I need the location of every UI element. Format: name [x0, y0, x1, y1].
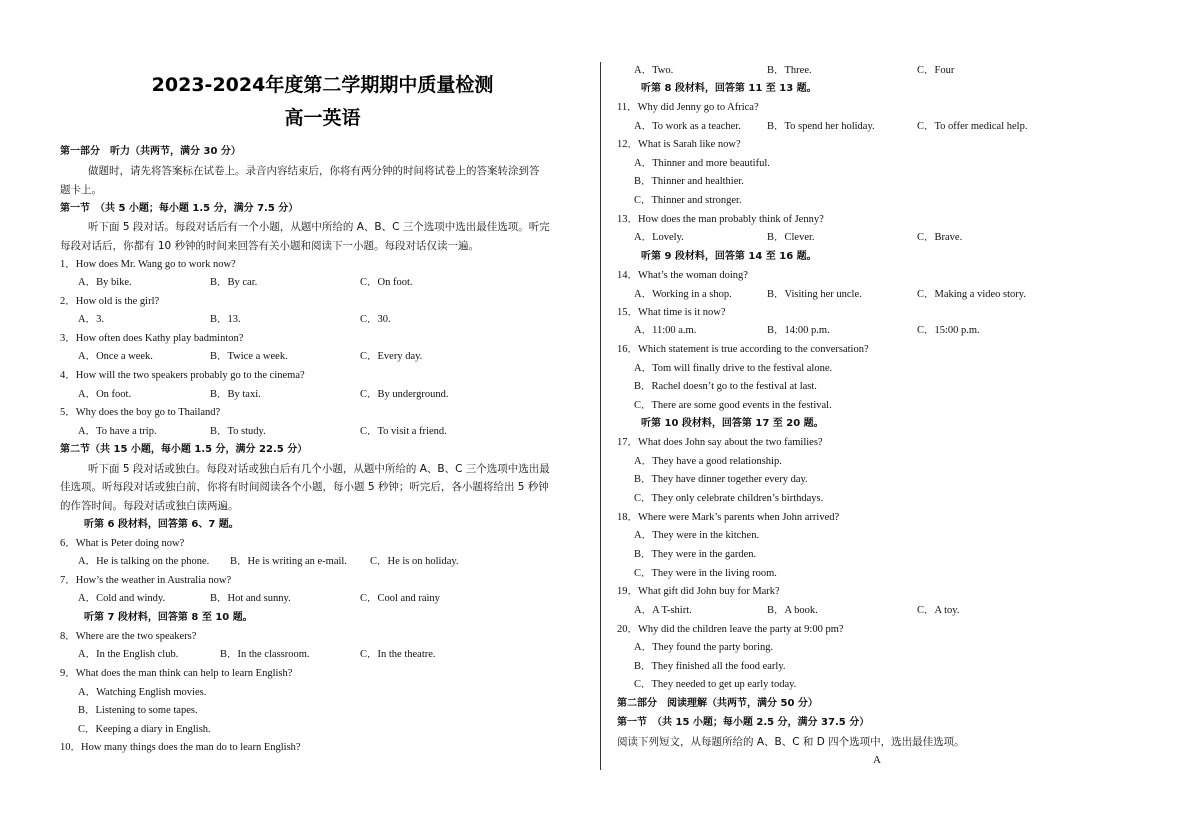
option-b: B．They finished all the food early.	[634, 661, 786, 672]
option-a: A．11:00 a.m.	[634, 325, 697, 336]
material-heading: 听第 8 段材料，回答第 11 至 13 题。	[641, 83, 817, 94]
option-a: A．Once a week.	[78, 351, 153, 362]
option-b: B．By car.	[210, 277, 258, 288]
option-c: C．They needed to get up early today.	[634, 679, 797, 690]
option-c: C．There are some good events in the festival.	[634, 400, 832, 411]
option-c: C．Thinner and stronger.	[634, 195, 742, 206]
option-c: C．In the theatre.	[360, 649, 436, 660]
option-a: A．They have a good relationship.	[634, 456, 782, 467]
option-b: B．Three.	[767, 65, 812, 76]
option-c: C．Four	[917, 65, 955, 76]
exam-title: 2023-2024年度第二学期期中质量检测	[151, 74, 494, 96]
question-stem: 11．Why did Jenny go to Africa?	[617, 102, 759, 113]
question-stem: 4．How will the two speakers probably go to the cinema?	[60, 370, 305, 381]
option-b: B．He is writing an e-mail.	[230, 556, 347, 567]
option-b: B．Visiting her uncle.	[767, 289, 862, 300]
question-stem: 15．What time is it now?	[617, 307, 726, 318]
option-a: A．In the English club.	[78, 649, 179, 660]
question-stem: 17．What does John say about the two families?	[617, 437, 823, 448]
option-b: B．Rachel doesn’t go to the festival at last.	[634, 381, 817, 392]
option-a: A．3.	[78, 314, 104, 325]
part1-heading: 第一部分 听力（共两节，满分 30 分）	[60, 146, 241, 157]
option-a: A．Two.	[634, 65, 674, 76]
part1-intro-line2: 题卡上。	[60, 184, 102, 196]
question-stem: 7．How’s the weather in Australia now?	[60, 575, 232, 586]
option-c: C．To visit a friend.	[360, 426, 447, 437]
option-c: C．They were in the living room.	[634, 568, 777, 579]
option-c: C．Cool and rainy	[360, 593, 440, 604]
option-c: C．By underground.	[360, 389, 449, 400]
section2-intro-line2: 佳选项。听每段对话或独白前，你将有时间阅读各个小题，每小题 5 秒钟；听完后，各小题将给出 5 秒钟	[60, 481, 549, 493]
option-a: A．Lovely.	[634, 232, 684, 243]
question-stem: 18．Where were Mark’s parents when John arrived?	[617, 512, 840, 523]
section1-intro-line1: 听下面 5 段对话。每段对话后有一个小题，从题中所给的 A、B、C 三个选项中选出最佳选项。听完	[88, 221, 550, 233]
question-stem: 9．What does the man think can help to learn English?	[60, 668, 293, 679]
option-b: B．Listening to some tapes.	[78, 705, 198, 716]
passage-label: A	[873, 754, 881, 766]
part2-heading: 第二部分 阅读理解（共两节，满分 50 分）	[617, 698, 818, 709]
question-stem: 3．How often does Kathy play badminton?	[60, 333, 244, 344]
option-b: B．13.	[210, 314, 241, 325]
option-b: B．In the classroom.	[220, 649, 310, 660]
option-c: C．They only celebrate children’s birthdays.	[634, 493, 824, 504]
option-a: A．A T-shirt.	[634, 605, 692, 616]
option-a: A．To have a trip.	[78, 426, 157, 437]
option-a: A．He is talking on the phone.	[78, 556, 210, 567]
exam-subtitle: 高一英语	[284, 107, 361, 129]
option-b: B．Hot and sunny.	[210, 593, 291, 604]
option-b: B．14:00 p.m.	[767, 325, 830, 336]
option-a: A．Tom will finally drive to the festival alone.	[634, 363, 833, 374]
option-b: B．A book.	[767, 605, 818, 616]
option-a: A．They found the party boring.	[634, 642, 774, 653]
option-b: B．Twice a week.	[210, 351, 288, 362]
part1-intro-line1: 做题时，请先将答案标在试卷上。录音内容结束后，你将有两分钟的时间将试卷上的答案转涂到答	[88, 165, 540, 177]
option-c: C．Keeping a diary in English.	[78, 724, 211, 735]
option-b: B．By taxi.	[210, 389, 261, 400]
section2-intro-line3: 的作答时间。每段对话或独白读两遍。	[60, 500, 239, 512]
option-c: C．Every day.	[360, 351, 423, 362]
option-b: B．They were in the garden.	[634, 549, 757, 560]
option-c: C．Brave.	[917, 232, 963, 243]
option-b: B．Thinner and healthier.	[634, 176, 744, 187]
question-stem: 14．What’s the woman doing?	[617, 270, 748, 281]
question-stem: 2．How old is the girl?	[60, 296, 160, 307]
material-heading: 听第 6 段材料，回答第 6、7 题。	[84, 519, 239, 530]
option-c: C．He is on holiday.	[370, 556, 459, 567]
option-a: A．They were in the kitchen.	[634, 530, 760, 541]
option-a: A．Thinner and more beautiful.	[634, 158, 770, 169]
section1-heading: 第一节 （共 5 小题；每小题 1.5 分，满分 7.5 分）	[60, 203, 299, 214]
option-a: A．To work as a teacher.	[634, 121, 741, 132]
section2-intro-line1: 听下面 5 段对话或独白。每段对话或独白后有几个小题，从题中所给的 A、B、C 三个选项中选出最	[88, 463, 550, 475]
option-b: B．They have dinner together every day.	[634, 474, 808, 485]
question-stem: 5．Why does the boy go to Thailand?	[60, 407, 221, 418]
question-stem: 13．How does the man probably think of Jenny?	[617, 214, 824, 225]
option-c: C．30.	[360, 314, 391, 325]
option-a: A．On foot.	[78, 389, 132, 400]
option-a: A．Cold and windy.	[78, 593, 166, 604]
question-stem: 8．Where are the two speakers?	[60, 631, 197, 642]
question-stem: 20．Why did the children leave the party at 9:00 pm?	[617, 624, 844, 635]
section2-heading: 第二节（共 15 小题，每小题 1.5 分，满分 22.5 分）	[60, 444, 308, 455]
material-heading: 听第 7 段材料，回答第 8 至 10 题。	[84, 612, 253, 623]
option-c: C．On foot.	[360, 277, 413, 288]
option-a: A．Working in a shop.	[634, 289, 732, 300]
question-stem: 19．What gift did John buy for Mark?	[617, 586, 780, 597]
option-b: B．To spend her holiday.	[767, 121, 875, 132]
section1-intro-line2: 每段对话后，你都有 10 秒钟的时间来回答有关小题和阅读下一小题。每段对话仅读一遍。	[60, 240, 480, 252]
option-a: A．Watching English movies.	[78, 687, 207, 698]
option-a: A．By bike.	[78, 277, 132, 288]
material-heading: 听第 10 段材料，回答第 17 至 20 题。	[641, 418, 824, 429]
column-divider	[600, 62, 601, 770]
part2-intro: 阅读下列短文，从每题所给的 A、B、C 和 D 四个选项中，选出最佳选项。	[617, 736, 965, 748]
question-stem: 10．How many things does the man do to learn English?	[60, 742, 301, 753]
question-stem: 1．How does Mr. Wang go to work now?	[60, 259, 236, 270]
question-stem: 12．What is Sarah like now?	[617, 139, 741, 150]
option-b: B．Clever.	[767, 232, 815, 243]
part2-section1-heading: 第一节 （共 15 小题；每小题 2.5 分，满分 37.5 分）	[617, 717, 870, 728]
question-stem: 6．What is Peter doing now?	[60, 538, 185, 549]
material-heading: 听第 9 段材料，回答第 14 至 16 题。	[641, 251, 817, 262]
question-stem: 16．Which statement is true according to the conversation?	[617, 344, 869, 355]
option-c: C．To offer medical help.	[917, 121, 1028, 132]
option-b: B．To study.	[210, 426, 266, 437]
option-c: C．A toy.	[917, 605, 960, 616]
option-c: C．15:00 p.m.	[917, 325, 980, 336]
option-c: C．Making a video story.	[917, 289, 1026, 300]
